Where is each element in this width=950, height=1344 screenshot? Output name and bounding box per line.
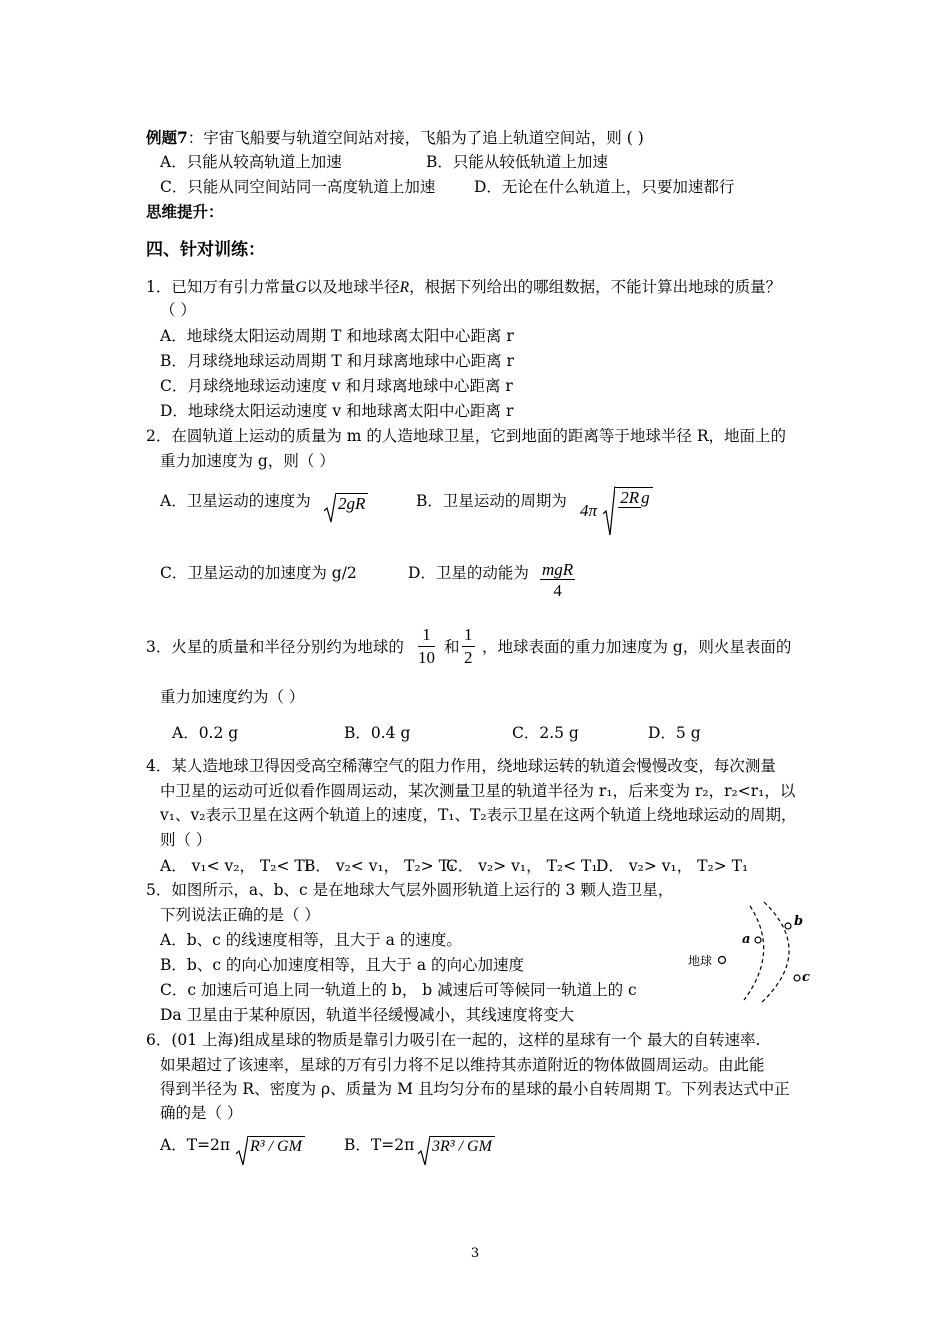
q2-option-d-label: D．卫星的动能为: [408, 564, 529, 582]
q1-option-c: C．月球绕地球运动速度 v 和月球离地球中心距离 r: [160, 377, 513, 395]
example7-label: 例题7: [146, 128, 188, 147]
q2-line1: 2．在圆轨道上运动的质量为 m 的人造地球卫星，它到地面的距离等于地球半径 R，地面上的: [146, 427, 787, 445]
q3-fraction-2: $\frac{1}{2}$: [464, 625, 473, 667]
q4-option-c: C． v₂> v₁， T₂< T₁: [446, 857, 598, 875]
satellite-c-marker: [794, 975, 800, 981]
satellite-b-label: b: [794, 914, 804, 929]
q6-line3: 得到半径为 R、密度为 ρ、质量为 M 且均匀分布的星球的最小自转周期 T。下列表达式中正: [160, 1080, 790, 1098]
q5-line1: 5．如图所示，a、b、c 是在地球大气层外圆形轨道上运行的 3 颗人造卫星，: [146, 881, 674, 899]
q4-line2: 中卫星的运动可近似看作圆周运动，某次测量卫星的轨道半径为 r₁，后来变为 r₂，r₂<r₁，以: [160, 782, 796, 800]
q6-option-b-label: B．T=2π: [344, 1136, 415, 1154]
q5-option-b: B．b、c 的向心加速度相等，且大于 a 的向心加速度: [160, 956, 525, 974]
q5-option-c: C．c 加速后可追上同一轨道上的 b， b 减速后可等候同一轨道上的 c: [160, 981, 637, 999]
q3-fraction-1: $\frac{1}{10}$: [418, 625, 435, 667]
earth-label: 地球: [688, 954, 713, 968]
q2-option-a-label: A．卫星运动的速度为: [160, 492, 311, 510]
q3-and: 和: [444, 638, 460, 656]
q2-option-b-label: B．卫星运动的周期为: [416, 492, 567, 510]
q4-line1: 4．某人造地球卫得因受高空稀薄空气的阻力作用，绕地球运转的轨道会慢慢改变，每次测量: [146, 757, 776, 775]
q6-option-a-formula: R³ / GM: [234, 1136, 305, 1166]
q6-line1: 6．(01 上海)组成星球的物质是靠引力吸引在一起的，这样的星球有一个 最大的自转速率.: [146, 1031, 761, 1049]
q5-option-d: Da 卫星由于某种原因，轨道半径缓慢减小，其线速度将变大: [160, 1006, 575, 1024]
q3-line1-post: ，地球表面的重力加速度为 g，则火星表面的: [482, 638, 792, 656]
q3-option-d: D．5 g: [648, 724, 701, 742]
q4-option-a: A． v₁< v₂， T₂< T₁: [160, 857, 311, 875]
q6-line2: 如果超过了该速率，星球的万有引力将不足以维持其赤道附近的物体做圆周运动。由此能: [160, 1056, 765, 1074]
q5-option-a: A．b、c 的线速度相等，且大于 a 的速度。: [160, 931, 462, 949]
q3-option-a: A．0.2 g: [172, 724, 239, 742]
q6-line4: 确的是（ ）: [160, 1104, 243, 1122]
earth-marker: [719, 957, 726, 964]
example7-option-d: D．无论在什么轨道上，只要加速都行: [474, 178, 735, 196]
q1-option-d: D．地球绕太阳运动速度 v 和地球离太阳中心距离 r: [160, 402, 514, 420]
page-number: 3: [470, 1246, 480, 1261]
q3-option-c: C．2.5 g: [512, 724, 579, 742]
q2-option-b-formula: 4π 2R g: [580, 486, 653, 536]
outer-orbit: [760, 902, 789, 1004]
q1-option-b: B．月球绕地球运动周期 T 和月球离地球中心距离 r: [160, 352, 514, 370]
q4-option-b: B． v₂< v₁， T₂> T₁: [304, 857, 456, 875]
example7-stem: 例题7：宇宙飞船要与轨道空间站对接，飞船为了追上轨道空间站，则 ( ): [146, 128, 644, 147]
example7-option-a: A．只能从较高轨道上加速: [160, 153, 342, 171]
q2-option-c: C．卫星运动的加速度为 g/2: [160, 564, 357, 582]
q4-line3: v₁、v₂表示卫星在这两个轨道上的速度，T₁、T₂表示卫星在这两个轨道上绕地球运动的周期，: [160, 806, 797, 824]
q2-line2: 重力加速度为 g，则（ ）: [160, 452, 335, 470]
inner-orbit: [744, 906, 764, 1000]
satellite-c-label: c: [802, 970, 810, 985]
example7-thinking: 思维提升：: [146, 202, 224, 221]
q5-orbit-figure: [688, 900, 818, 1004]
q4-option-d: D． v₂> v₁， T₂> T₁: [596, 857, 749, 875]
q3-line2: 重力加速度约为（ ）: [160, 688, 305, 706]
example7-option-c: C．只能从同空间站同一高度轨道上加速: [160, 178, 436, 196]
q3-option-b: B．0.4 g: [344, 724, 411, 742]
satellite-a-marker: [755, 937, 761, 943]
q1-paren: （ ）: [160, 301, 196, 319]
q6-option-b-formula: 3R³ / GM: [416, 1136, 495, 1166]
q3-line1: 3．火星的质量和半径分别约为地球的: [146, 638, 404, 656]
q4-line4: 则（ ）: [160, 831, 212, 849]
q2-option-d-formula: $\frac{\text{mgR}}{4}$: [542, 560, 574, 600]
example7-option-b: B．只能从较低轨道上加速: [426, 153, 608, 171]
section-title: 四、针对训练：: [146, 240, 265, 260]
q5-line2: 下列说法正确的是（ ）: [160, 906, 320, 924]
q1-stem: 1．已知万有引力常量G以及地球半径R，根据下列给出的哪组数据，不能计算出地球的质量？: [146, 278, 782, 296]
q2-option-a-formula: 2gR: [322, 493, 368, 523]
q6-option-a-label: A．T=2π: [160, 1136, 231, 1154]
satellite-b-marker: [785, 923, 791, 929]
q1-option-a: A．地球绕太阳运动周期 T 和地球离太阳中心距离 r: [160, 327, 514, 345]
satellite-a-label: a: [742, 932, 751, 947]
